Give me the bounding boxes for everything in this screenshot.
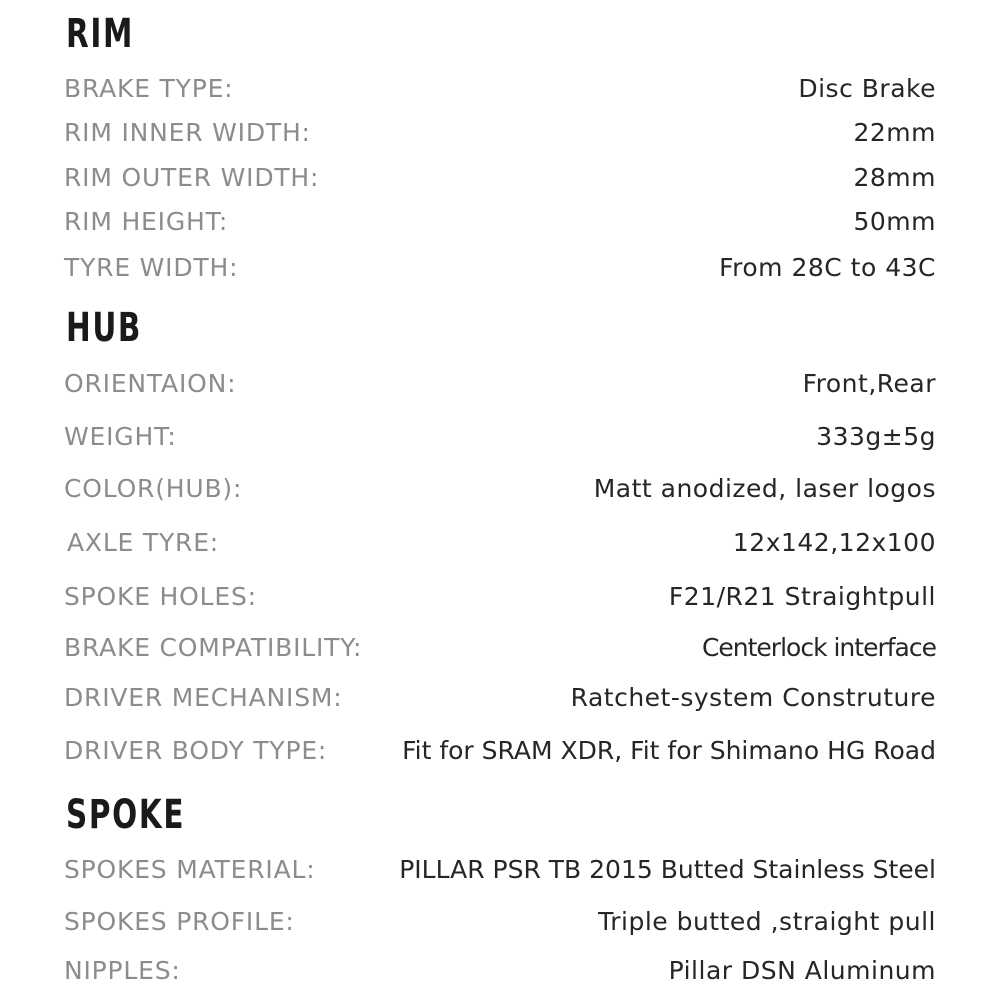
spec-row-driver-body-type [0, 731, 1000, 771]
spec-label: BRAKE TYPE: [64, 74, 234, 103]
spec-row-spokes-profile [0, 902, 1000, 942]
spec-row-tyre-width [0, 248, 1000, 288]
spec-value: 333g±5g [816, 422, 936, 451]
spec-row-orientation [0, 364, 1000, 404]
spec-row-color-hub [0, 469, 1000, 509]
spec-label: WEIGHT: [64, 422, 177, 451]
spec-value: PILLAR PSR TB 2015 Butted Stainless Steel [399, 855, 936, 884]
spec-value: Front,Rear [802, 369, 936, 398]
section-title-rim: RIM [66, 11, 134, 57]
spec-value: F21/R21 Straightpull [668, 582, 936, 611]
spec-label: COLOR(HUB): [64, 474, 243, 503]
spec-label: SPOKES PROFILE: [64, 907, 295, 936]
spec-label: NIPPLES: [64, 956, 181, 985]
spec-row-brake-compatibility [0, 628, 1000, 668]
spec-value: Pillar DSN Aluminum [668, 956, 936, 985]
spec-row-rim-outer-width [0, 158, 1000, 198]
spec-label: DRIVER BODY TYPE: [64, 736, 328, 765]
spec-label: RIM HEIGHT: [64, 207, 229, 236]
spec-value: 12x142,12x100 [732, 528, 936, 557]
spec-value: 50mm [853, 207, 936, 236]
spec-value: Disc Brake [798, 74, 936, 103]
spec-label: SPOKE HOLES: [64, 582, 257, 611]
section-title-hub: HUB [66, 305, 143, 351]
spec-value: 28mm [853, 163, 936, 192]
spec-label: AXLE TYRE: [67, 528, 220, 557]
spec-row-spoke-holes [0, 577, 1000, 617]
spec-row-brake-type [0, 69, 1000, 109]
spec-label: ORIENTAION: [64, 369, 237, 398]
spec-value: Fit for SRAM XDR, Fit for Shimano HG Road [402, 736, 936, 765]
spec-value: Matt anodized, laser logos [593, 474, 936, 503]
spec-row-weight [0, 417, 1000, 457]
spec-row-spokes-material [0, 850, 1000, 890]
spec-row-axle-tyre [0, 523, 1000, 563]
spec-value: Centerlock interface [701, 633, 936, 662]
spec-label: DRIVER MECHANISM: [64, 683, 343, 712]
spec-label: RIM INNER WIDTH: [64, 118, 311, 147]
spec-row-rim-inner-width [0, 113, 1000, 153]
spec-value: Triple butted ,straight pull [598, 907, 936, 936]
spec-label: RIM OUTER WIDTH: [64, 163, 320, 192]
spec-row-nipples [0, 951, 1000, 991]
spec-value: From 28C to 43C [719, 253, 936, 282]
spec-value: Ratchet-system Construture [570, 683, 936, 712]
spec-label: SPOKES MATERIAL: [64, 855, 316, 884]
spec-row-driver-mechanism [0, 678, 1000, 718]
spec-label: BRAKE COMPATIBILITY: [64, 633, 363, 662]
section-title-spoke: SPOKE [66, 792, 186, 838]
spec-value: 22mm [853, 118, 936, 147]
spec-label: TYRE WIDTH: [64, 253, 239, 282]
spec-row-rim-height [0, 202, 1000, 242]
